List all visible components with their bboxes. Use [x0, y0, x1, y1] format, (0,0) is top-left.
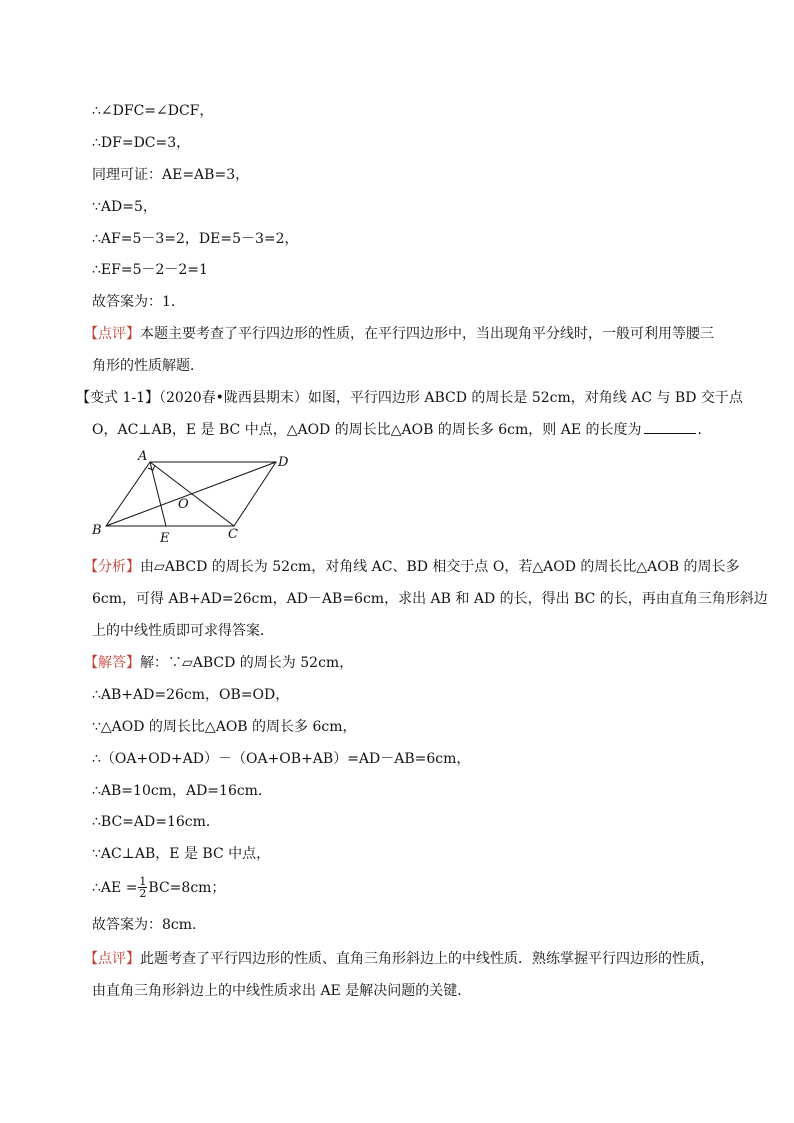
answer-line-2: ∴AB+AD=26cm，OB=OD， [92, 687, 290, 703]
label-b: B [92, 523, 102, 538]
answer-line-3: ∵△AOD 的周长比△AOB 的周长多 6cm， [92, 719, 357, 735]
label-e: E [160, 531, 170, 546]
variant-text-2: O，AC⊥AB，E 是 BC 中点，△AOD 的周长比△AOB 的周长多 6cm，则 AE 的长度为 [92, 422, 642, 438]
diagonal-bd [106, 462, 276, 526]
answer-text: 解：∵▱ABCD 的周长为 52cm， [140, 655, 354, 671]
formula-prefix: ∴AE = [92, 879, 138, 896]
variant-line-1 [76, 388, 743, 408]
answer-line-4: ∴（OA+OD+AD）－（OA+OB+AB）=AD－AB=6cm， [92, 751, 471, 767]
analysis-text: 由▱ABCD 的周长为 52cm，对角线 AC、BD 相交于点 O，若△AOD 的周长比△AOB 的周长多 [140, 559, 740, 575]
comment-2-line-1 [84, 949, 714, 969]
solution-line-5: ∴AF=5－3=2，DE=5－3=2， [92, 231, 299, 247]
label-c: C [228, 527, 238, 542]
comment-2-tag: 【点评】 [84, 951, 140, 967]
solution-line-6: ∴EF=5－2－2=1 [92, 262, 208, 278]
fraction-denominator: 2 [139, 887, 147, 900]
comment-2-line-2: 由直角三角形斜边上的中线性质求出 AE 是解决问题的关键． [92, 983, 472, 999]
parallelogram-figure [86, 444, 306, 548]
comment-2-text: 此题考查了平行四边形的性质、直角三角形斜边上的中线性质．熟练掌握平行四边形的性质， [140, 951, 714, 967]
analysis-line-2: 6cm，可得 AB+AD=26cm，AD－AB=6cm，求出 AB 和 AD 的长，得出 BC 的长，再由直角三角形斜边 [92, 591, 768, 607]
comment-tag: 【点评】 [84, 326, 140, 342]
analysis-tag: 【分析】 [84, 559, 140, 575]
variant-line-2 [92, 419, 712, 440]
solution-line-4: ∵AD=5， [92, 199, 157, 215]
solution-line-1: ∴∠DFC=∠DCF， [92, 103, 214, 119]
fraction-numerator: 1 [139, 875, 147, 888]
answer-line-9: 故答案为：8cm． [92, 917, 207, 933]
answer-line-8 [92, 876, 225, 899]
comment-1-line-2: 角形的性质解题． [92, 358, 204, 374]
answer-line-1 [84, 653, 353, 673]
variant-tag: 【变式 1-1】 [76, 390, 159, 406]
answer-blank [644, 419, 696, 434]
segment-ae [150, 462, 166, 526]
answer-line-6: ∴BC=AD=16cm． [92, 814, 220, 830]
variant-period: ． [697, 422, 712, 438]
answer-line-5: ∴AB=10cm，AD=16cm． [92, 783, 272, 799]
comment-1-line-1 [84, 324, 714, 344]
label-d: D [278, 455, 289, 470]
solution-line-3: 同理可证：AE=AB=3， [92, 167, 250, 183]
label-a: A [138, 449, 148, 464]
analysis-line-1 [84, 557, 739, 577]
fraction-one-half [138, 876, 147, 899]
answer-tag: 【解答】 [84, 655, 140, 671]
solution-line-7: 故答案为：1． [92, 294, 185, 310]
formula-suffix: BC=8cm； [148, 879, 226, 896]
label-o: O [178, 497, 189, 512]
analysis-line-3: 上的中线性质即可求得答案． [92, 623, 274, 639]
variant-text: （2020春•陇西县期末）如图，平行四边形 ABCD 的周长是 52cm，对角线 AC 与 BD 交于点 [159, 390, 743, 406]
solution-line-2: ∴DF=DC=3， [92, 135, 191, 151]
answer-line-7: ∵AC⊥AB，E 是 BC 中点， [92, 846, 271, 862]
comment-text: 本题主要考查了平行四边形的性质，在平行四边形中，当出现角平分线时，一般可利用等腰三 [140, 326, 714, 342]
